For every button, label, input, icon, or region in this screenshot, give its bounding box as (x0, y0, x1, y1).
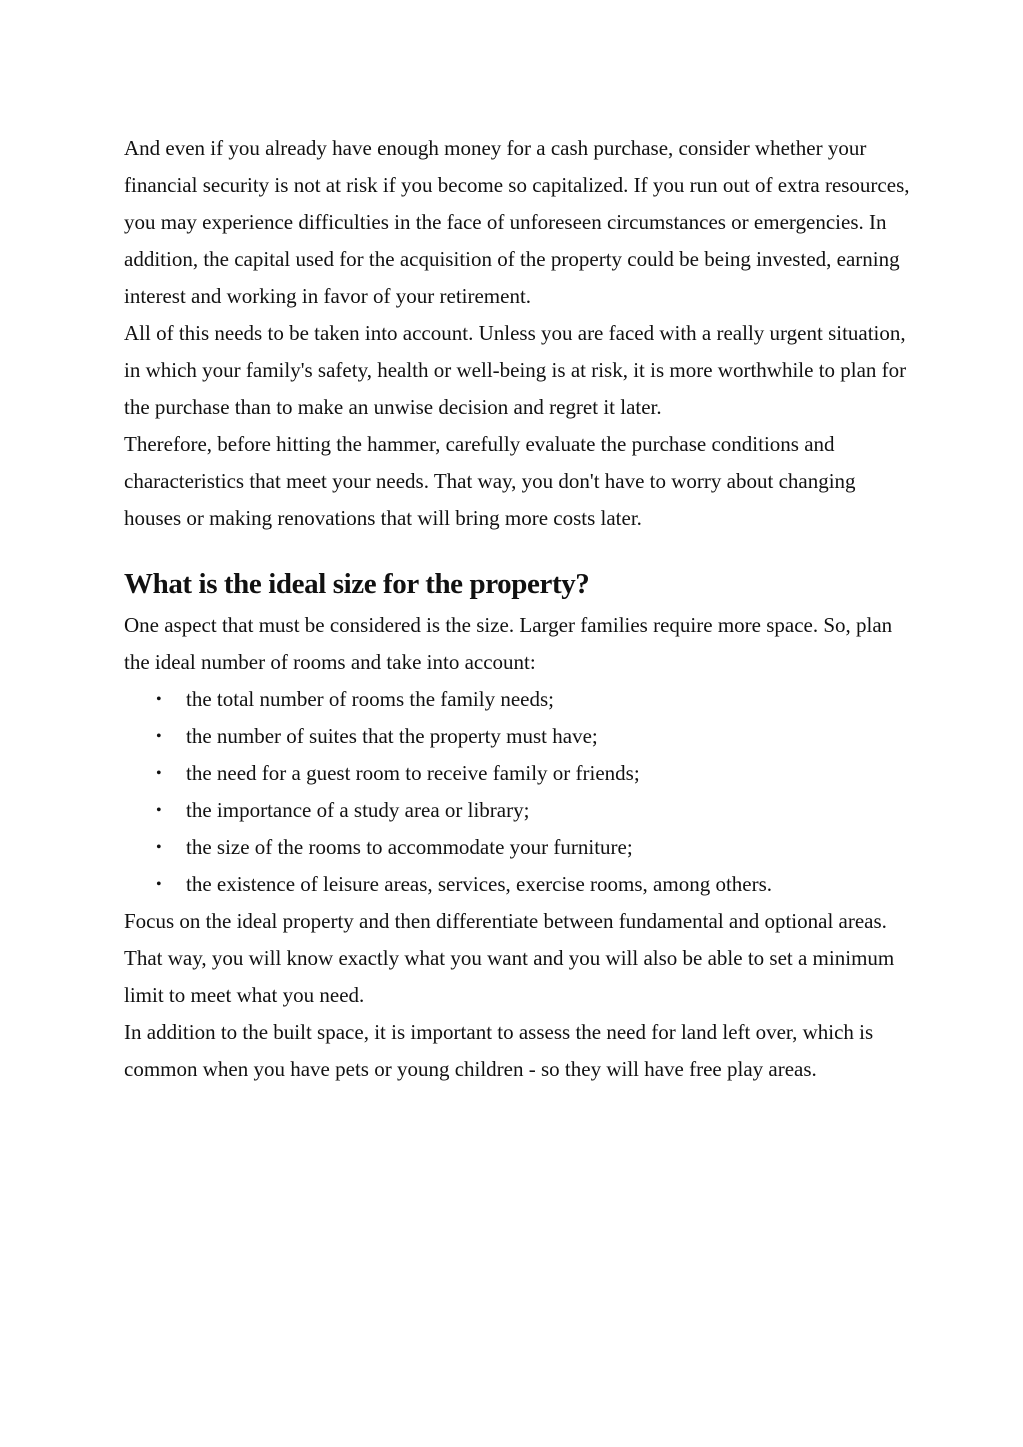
list-item-text: the need for a guest room to receive family or friends; (186, 761, 640, 785)
bullet-icon: • (156, 728, 162, 745)
document-page (124, 130, 914, 1088)
list-item-text: the total number of rooms the family needs; (186, 687, 554, 711)
bullet-icon: • (156, 802, 162, 819)
list-item-text: the importance of a study area or library; (186, 798, 530, 822)
list-item (124, 829, 914, 866)
bullet-icon: • (156, 765, 162, 782)
body-paragraph: And even if you already have enough money for a cash purchase, consider whether your financial security is not at risk if you become so capitalized. If you run out of extra resources, you may experience difficulties in the face of unforeseen circumstances or emergencies. In addition, the capital used for the acquisition of the property could be being invested, earning interest and working in favor of your retirement. (124, 136, 910, 308)
body-paragraph: Therefore, before hitting the hammer, carefully evaluate the purchase conditions and characteristics that meet your needs. That way, you don't have to worry about changing houses or making renovations that will bring more costs later. (124, 432, 856, 530)
list-item (124, 792, 914, 829)
list-item-text: the existence of leisure areas, services, exercise rooms, among others. (186, 872, 773, 896)
intro-paragraph: One aspect that must be considered is the size. Larger families require more space. So, plan the ideal number of rooms and take into account: (124, 613, 893, 674)
list-item-text: the number of suites that the property must have; (186, 724, 598, 748)
body-paragraph: In addition to the built space, it is important to assess the need for land left over, which is common when you have pets or young children - so they will have free play areas. (124, 1020, 874, 1081)
bullet-icon: • (156, 876, 162, 893)
list-item (124, 718, 914, 755)
list-item (124, 755, 914, 792)
body-paragraph: All of this needs to be taken into account. Unless you are faced with a really urgent situation, in which your family's safety, health or well-being is at risk, it is more worthwhile to plan for the purchase than to make an unwise decision and regret it later. (124, 321, 907, 419)
list-item (124, 681, 914, 718)
bullet-list (124, 681, 914, 903)
section-heading: What is the ideal size for the property? (124, 568, 590, 600)
list-item-text: the size of the rooms to accommodate your furniture; (186, 835, 633, 859)
list-item (124, 866, 914, 903)
body-paragraph: Focus on the ideal property and then differentiate between fundamental and optional areas. That way, you will know exactly what you want and you will also be able to set a minimum limit to meet what you need. (124, 909, 895, 1007)
bullet-icon: • (156, 839, 162, 856)
bullet-icon: • (156, 691, 162, 708)
